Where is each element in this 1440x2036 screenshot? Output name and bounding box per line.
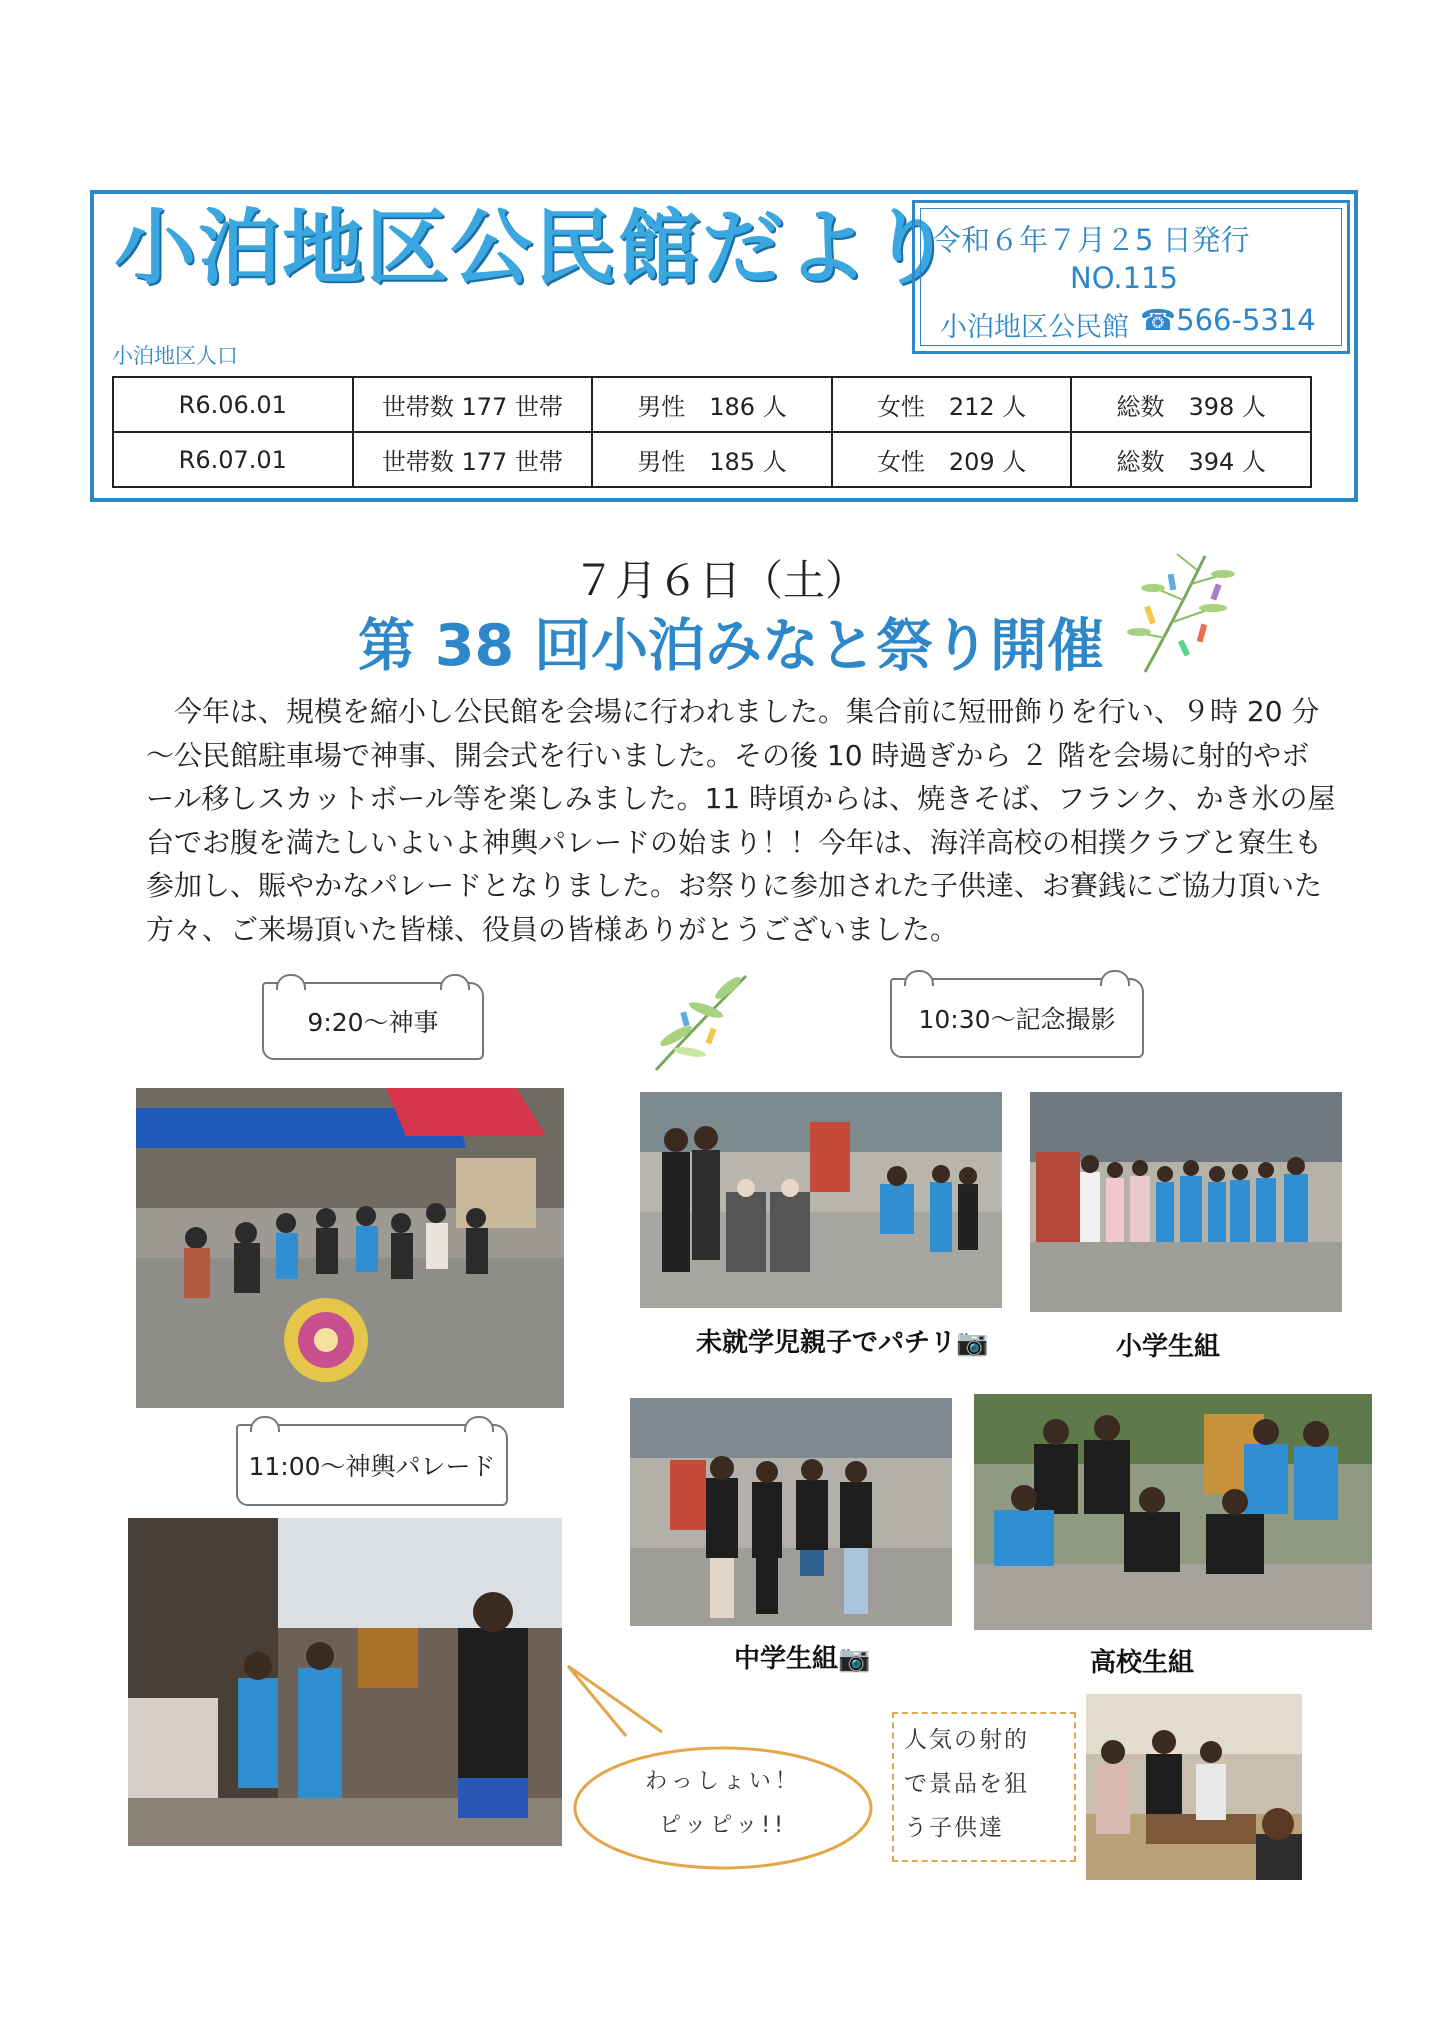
elementary-photo bbox=[1030, 1092, 1342, 1312]
parade-photo bbox=[128, 1518, 562, 1846]
note-line-1: 人気の射的 bbox=[904, 1727, 1029, 1753]
junior-high-photo bbox=[630, 1398, 952, 1626]
event-title: 第 38 回小泊みなと祭り開催 bbox=[358, 613, 1105, 679]
population-table bbox=[112, 376, 1312, 488]
tag-photo-session bbox=[890, 978, 1144, 1058]
bamboo-small-decoration-icon bbox=[646, 966, 756, 1074]
note-line-3: う子供達 bbox=[904, 1815, 1004, 1841]
ceremony-photo bbox=[136, 1088, 564, 1408]
table-row bbox=[113, 377, 1311, 432]
newsletter-title: 小泊地区公民館だより bbox=[114, 201, 955, 296]
row-female: 女性 209 人 bbox=[832, 432, 1072, 487]
row-total: 総数 398 人 bbox=[1071, 377, 1311, 432]
speech-line-2: ピッピッ!! bbox=[659, 1813, 787, 1838]
tag-parade-label: 11:00～神輿パレード bbox=[248, 1452, 496, 1481]
caption-elementary: 小学生組 bbox=[1116, 1332, 1221, 1362]
caption-high-school: 高校生組 bbox=[1090, 1648, 1195, 1678]
tag-photo-session-label: 10:30～記念撮影 bbox=[918, 1005, 1116, 1034]
publisher: 小泊地区公民館 bbox=[940, 312, 1129, 343]
population-label: 小泊地区人口 bbox=[112, 344, 238, 368]
row-male: 男性 186 人 bbox=[592, 377, 832, 432]
shooting-game-photo bbox=[1086, 1694, 1302, 1880]
caption-junior-high: 中学生組📷 bbox=[734, 1644, 871, 1674]
row-male: 男性 185 人 bbox=[592, 432, 832, 487]
tag-ceremony-label: 9:20～神事 bbox=[307, 1008, 439, 1037]
bamboo-decoration-icon bbox=[1125, 548, 1235, 676]
row-date: R6.06.01 bbox=[113, 377, 353, 432]
phone-number: ☎566-5314 bbox=[1140, 303, 1316, 337]
shooting-game-note bbox=[892, 1712, 1076, 1862]
speech-line-1: わっしょい！ bbox=[645, 1769, 801, 1794]
issue-date: 令和６年７月２5 日発行 bbox=[932, 223, 1250, 257]
preschool-photo bbox=[640, 1092, 1002, 1308]
row-households: 世帯数 177 世帯 bbox=[353, 432, 593, 487]
speech-text bbox=[568, 1760, 878, 1848]
tag-parade bbox=[236, 1424, 508, 1506]
event-date: ７月６日（土） bbox=[572, 556, 867, 605]
row-female: 女性 212 人 bbox=[832, 377, 1072, 432]
high-school-photo bbox=[974, 1394, 1372, 1630]
tag-ceremony bbox=[262, 982, 484, 1060]
row-date: R6.07.01 bbox=[113, 432, 353, 487]
speech-bubble-tail bbox=[566, 1662, 666, 1762]
note-line-2: で景品を狙 bbox=[904, 1771, 1029, 1797]
caption-preschool: 未就学児親子でパチリ📷 bbox=[696, 1328, 989, 1358]
row-total: 総数 394 人 bbox=[1071, 432, 1311, 487]
issue-number: NO.115 bbox=[1070, 261, 1178, 295]
event-description: 今年は、規模を縮小し公民館を会場に行われました。集合前に短冊飾りを行い、９時 20 分～公民館駐車場で神事、開会式を行いました。その後 10 時過ぎから ２ 階を会場に射的やボール移しスカットボール等を楽しみました。11 時頃からは、焼きそば、フランク、かき氷の屋台でお腹を満たしいよいよ神輿パレードの始まり！！今年は、海洋高校の相撲クラブと寮生も参加し、賑やかなパレードとなりました。お祭りに参加された子供達、お賽銭にご協力頂いた方々、ご来場頂いた皆様、役員の皆様ありがとうございました。 bbox=[146, 695, 1336, 946]
table-row bbox=[113, 432, 1311, 487]
row-households: 世帯数 177 世帯 bbox=[353, 377, 593, 432]
